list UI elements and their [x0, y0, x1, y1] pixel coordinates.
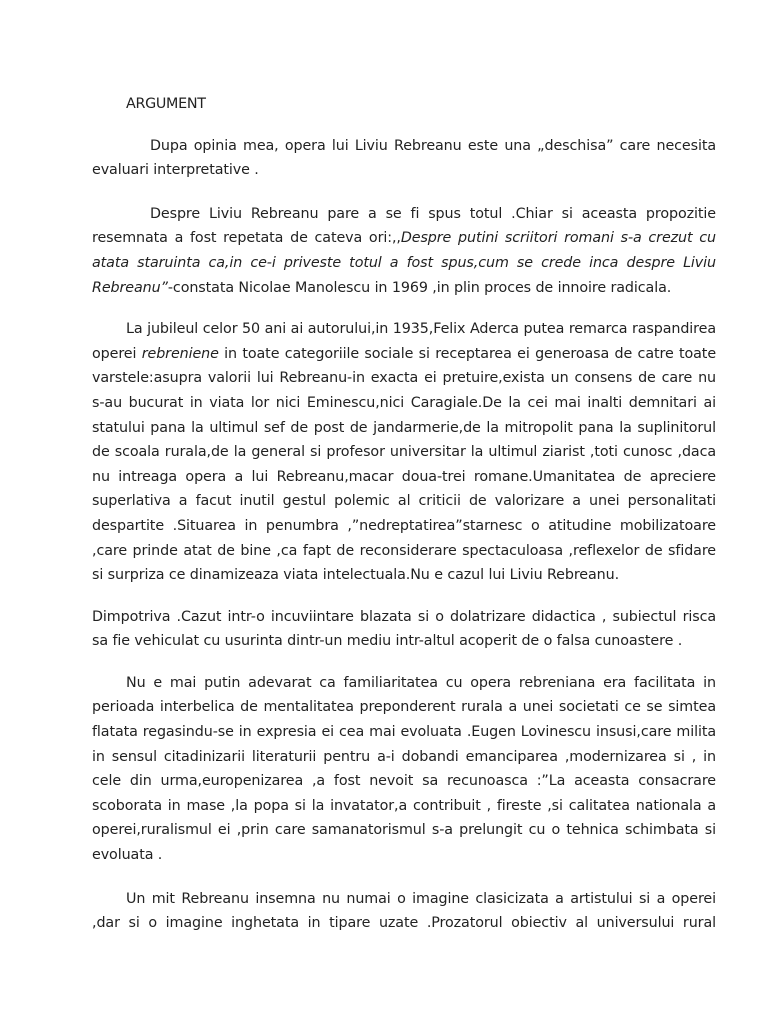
paragraph-line: varstele:asupra valorii lui Rebreanu-in exacta ei pretuire,exista un consens de care nu: [92, 370, 716, 387]
paragraph-5: [92, 671, 716, 868]
line-text: resemnata a fost repetata de cateva ori:,,: [92, 230, 401, 247]
paragraph-line: evaluari interpretative .: [92, 162, 259, 179]
emphasis-text: rebreniene: [141, 345, 219, 362]
paragraph-line: evoluata .: [92, 847, 163, 864]
paragraph-line: Dupa opinia mea, opera lui Liviu Rebreanu este una „deschisa” care necesita: [150, 137, 716, 154]
paragraph-line: Dimpotriva .Cazut intr-o incuviintare blazata si o dolatrizare didactica , subiectul risca: [92, 608, 716, 625]
paragraph-line: Nu e mai putin adevarat ca familiaritatea cu opera rebreniana era facilitata in: [126, 674, 716, 691]
line-text: -constata Nicolae Manolescu in 1969 ,in plin proces de innoire radicala.: [167, 279, 672, 296]
paragraph-line: Un mit Rebreanu insemna nu numai o imagine clasicizata a artistului si a operei: [126, 890, 716, 907]
paragraph-4: [92, 605, 716, 654]
line-text: operei: [92, 345, 142, 362]
paragraph-line: ,dar si o imagine inghetata in tipare uzate .Prozatorul obiectiv al universului rural: [92, 915, 716, 932]
paragraph-3: [92, 317, 716, 588]
paragraph-line: ,care prinde atat de bine ,ca fapt de reconsiderare spectaculoasa ,reflexelor de sfidare: [92, 542, 716, 559]
paragraph-line: sa fie vehiculat cu usurinta dintr-un mediu intr-altul acoperit de o falsa cunoastere .: [92, 633, 683, 650]
quote-line: atata staruinta ca,in ce-i priveste totul a fost spus,cum se crede inca despre Liviu: [92, 254, 716, 271]
paragraph-line: in sensul citadinizarii literaturii pentru a-i dobandi emanciparea ,modernizarea si , in: [92, 748, 716, 765]
paragraph-line: cele din urma,europenizarea ,a fost nevoit sa recunoasca :”La aceasta consacrare: [92, 773, 716, 790]
paragraph-line: [92, 276, 716, 301]
paragraph-line: [92, 226, 716, 251]
paragraph-line: perioada interbelica de mentalitatea preponderent rurala a unei societati ce se simtea: [92, 699, 716, 716]
paragraph-line: Despre Liviu Rebreanu pare a se fi spus totul .Chiar si aceasta propozitie: [150, 205, 716, 222]
paragraph-line: de scoala rurala,de la general si profesor universitar la ultimul ziarist ,toti cunosc ,daca: [92, 444, 716, 461]
paragraph-1: [92, 134, 716, 183]
paragraph-line: scoborata in mase ,la popa si la invatator,a contribuit , fireste ,si calitatea nationala a: [92, 797, 716, 814]
paragraph-line: [92, 342, 716, 367]
paragraph-line: flatata regasindu-se in expresia ei cea mai evoluata .Eugen Lovinescu insusi,care milita: [92, 724, 716, 741]
paragraph-2: [92, 202, 716, 300]
paragraph-line: despartite .Situarea in penumbra ,”nedreptatirea”starnesc o atitudine mobilizatoare: [92, 517, 716, 534]
paragraph-line: La jubileul celor 50 ani ai autorului,in 1935,Felix Aderca putea remarca raspandirea: [126, 321, 716, 338]
paragraph-line: operei,ruralismul ei ,prin care samanatorismul s-a prelungit cu o tehnica schimbata si: [92, 822, 716, 839]
document-page: [92, 92, 716, 936]
paragraph-line: si surpriza ce dinamizeaza viata intelectuala.Nu e cazul lui Liviu Rebreanu.: [92, 567, 620, 584]
quote-text: Rebreanu”: [92, 279, 168, 296]
paragraph-line: s-au bucurat in viata lor nici Eminescu,nici Caragiale.De la cei mai inalti demnitari ai: [92, 394, 716, 411]
paragraph-line: statului pana la ultimul sef de post de jandarmerie,de la mitropolit pana la suplinitorul: [92, 419, 716, 436]
document-heading: ARGUMENT: [126, 96, 206, 112]
paragraph-6: [92, 887, 716, 936]
line-text: in toate categoriile sociale si receptarea ei generoasa de catre toate: [218, 345, 717, 362]
quote-text: Despre putini scriitori romani s-a crezut cu: [400, 230, 717, 247]
paragraph-line: nu intreaga opera a lui Rebreanu,macar doua-trei romane.Umanitatea de apreciere: [92, 468, 716, 485]
paragraph-line: superlativa a facut inutil gestul polemic al criticii de valorizare a unei personalitati: [92, 493, 716, 510]
